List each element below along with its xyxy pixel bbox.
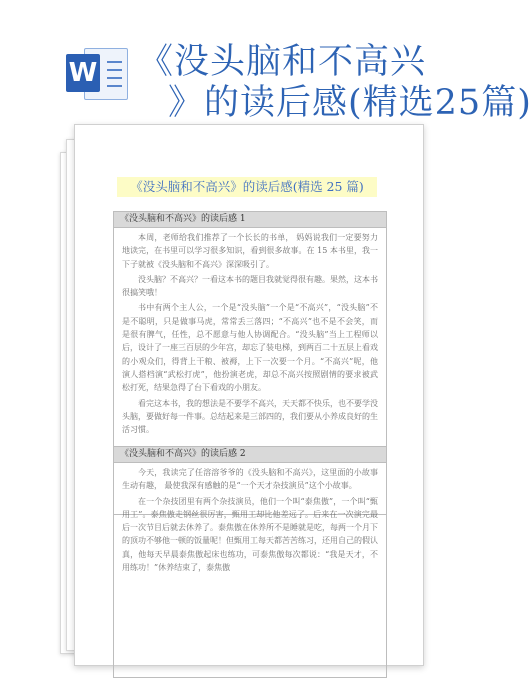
document-page-preview[interactable] bbox=[74, 124, 424, 666]
document-heading: 《没头脑和不高兴》的读后感(精选 25 篇) bbox=[117, 177, 377, 197]
page-title-line-2: 》的读后感(精选25篇) bbox=[168, 83, 532, 123]
word-document-icon bbox=[66, 44, 128, 102]
paragraph: 本周，老师给我们推荐了一个长长的书单， 妈妈说我们一定要努力地读完，在书里可以学习很多知识，看到很多故事。在 15 本书里，我一下子就被《没头脑和不高兴》深深吸引了。 bbox=[122, 233, 378, 269]
paragraph: 在一个杂技团里有两个杂技演员，他们一个叫“泰焦傲”，一个叫“甄用工”。泰焦傲走钢丝很厉害，甄用工却比他差远了。后来在一次演完最后一次节目后就去休养了。泰焦傲在休养所不是睡就是吃，每两一个月下的顶功不够他一顿的饭量呢！但甄用工每天都苦苦练习，还用自己的假认真，他每天早晨泰焦傲起床也练功，可泰焦傲每次都说：“我是天才，不用练功！”休养结束了，泰焦傲 bbox=[122, 496, 378, 573]
paragraph: 看完这本书，我的想法是不要学不高兴，天天都不快乐，也不要学没头脑，要做好每一件事。总结起来是三部四的，我们要从小养成良好的生活习惯。 bbox=[122, 398, 378, 435]
paragraph: 今天，我读完了任溶溶爷爷的《没头脑和不高兴》，这里面的小故事生动有趣， 最使我深有感触的是“一个天才杂技演员”这个小故事。 bbox=[122, 468, 378, 491]
section-title: 《没头脑和不高兴》的读后感 1 bbox=[114, 212, 386, 228]
essay-section-2 bbox=[113, 446, 387, 678]
paragraph: 没头脑？不高兴？一看这本书的题目我就觉得很有趣。果然，这本书很搞笑哦！ bbox=[122, 274, 378, 298]
paragraph: 书中有两个主人公，一个是“没头脑”一个是“不高兴”，“没头脑”不是不聪明，只是做事马虎，常常丢三落四；“不高兴”也不是不会笑，而是很有脾气，任性，总不愿意与他人协调配合。“没头脑”当上工程师以后，设计了一座三百层的少年宫，却忘了装电梯，到两百二十五层上看戏的小观众们，得背上干粮、被褥，上下一次要一个月。“不高兴”呢，他演人搭档演“武松打虎”，他扮演老虎，却总不高兴按照剧情的要求被武松打死，结果急得了台下看戏的小朋友。 bbox=[122, 303, 378, 393]
page-title-line-1: 《没头脑和不高兴 bbox=[138, 42, 427, 82]
section-title: 《没头脑和不高兴》的读后感 2 bbox=[114, 447, 386, 463]
word-badge: W bbox=[66, 54, 100, 92]
